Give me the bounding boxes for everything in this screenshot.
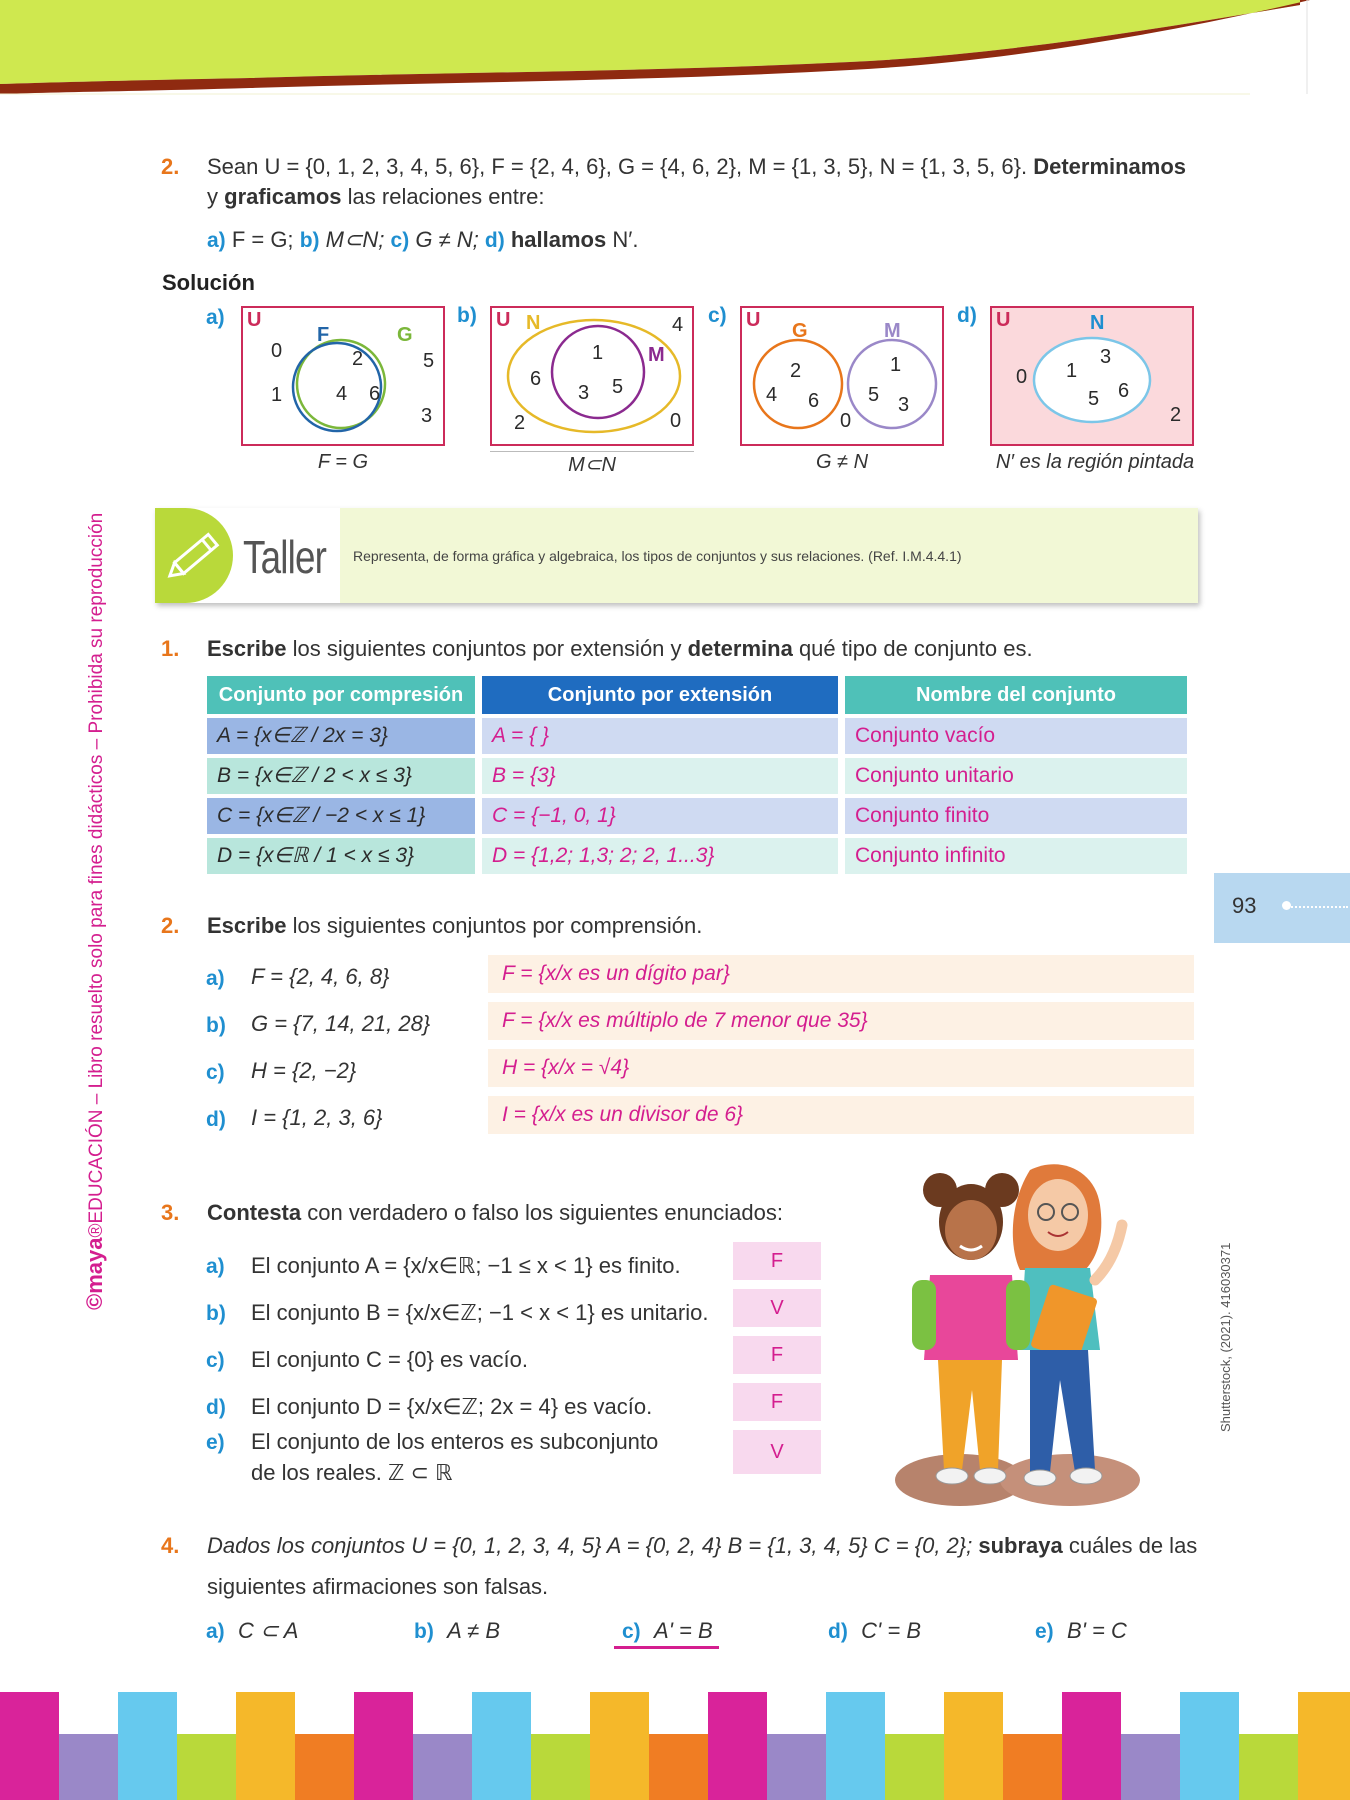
footer-strip [708, 1692, 767, 1800]
footer-strip [531, 1734, 590, 1800]
footer-strip [236, 1692, 295, 1800]
true-false-answer: F [733, 1383, 821, 1421]
page-dots-decoration [1288, 906, 1348, 908]
taller-banner [155, 508, 1198, 603]
table-cell-nombre: Conjunto finito [845, 798, 1187, 834]
element: 1 [271, 384, 283, 406]
element: 2 [790, 360, 802, 382]
universe-label: U [746, 309, 761, 331]
table-cell-nombre: Conjunto unitario [845, 758, 1187, 794]
statement: El conjunto D = {x/x∈ℤ; 2x = 4} es vacío. [251, 1394, 653, 1419]
footer-strip [649, 1734, 708, 1800]
footer-strip [177, 1734, 236, 1800]
exercise-1-instruction: Escribe los siguientes conjuntos por extensión y determina qué tipo de conjunto es. [207, 636, 1033, 661]
set-definition: F = {2, 4, 6, 8} [251, 964, 390, 989]
footer-strip [590, 1692, 649, 1800]
element: 0 [1016, 366, 1028, 388]
venn-diagram-c [740, 306, 944, 446]
exercise-3-number: 3. [161, 1200, 180, 1225]
true-false-answer: V [733, 1289, 821, 1327]
element: 6 [808, 390, 820, 412]
item-label: e) [206, 1431, 225, 1454]
statement: El conjunto C = {0} es vacío. [251, 1347, 529, 1372]
venn-a-label: a) [206, 306, 225, 329]
element: 5 [1088, 388, 1100, 410]
table-cell-extension: A = { } [482, 718, 838, 754]
table-cell-extension: B = {3} [482, 758, 838, 794]
footer-strip [472, 1692, 531, 1800]
statement-continued: de los reales. ℤ ⊂ ℝ [251, 1460, 453, 1485]
copyright-vertical-text [82, 470, 122, 1310]
students-illustration [890, 1150, 1150, 1512]
answer-field: I = {x/x es un divisor de 6} [488, 1096, 1194, 1134]
exercise-4-instruction: Dados los conjuntos U = {0, 1, 2, 3, 4, 5} A = {0, 2, 4} B = {1, 3, 4, 5} C = {0, 2}; subraya cuáles de las [207, 1533, 1198, 1558]
element: 4 [766, 384, 778, 406]
footer-strip [0, 1692, 59, 1800]
true-false-answer: V [733, 1430, 821, 1474]
option-e: e) B' = C [1035, 1618, 1127, 1643]
statement: El conjunto B = {x/x∈ℤ; −1 < x < 1} es unitario. [251, 1300, 709, 1325]
element: 4 [672, 314, 684, 336]
problem-statement-line2: y graficamos las relaciones entre: [207, 184, 545, 209]
element: 1 [592, 342, 604, 364]
venn-b-label: b) [457, 304, 477, 327]
venn-c-caption: G ≠ N [815, 451, 869, 473]
footer-strip [118, 1692, 177, 1800]
table-cell-nombre: Conjunto infinito [845, 838, 1187, 874]
element: 1 [1066, 360, 1078, 382]
exercise-1-number: 1. [161, 636, 180, 661]
footer-strip [295, 1734, 354, 1800]
item-label: d) [206, 1396, 226, 1419]
item-label: b) [206, 1302, 226, 1325]
item-label: b) [206, 1014, 226, 1037]
true-false-answer: F [733, 1336, 821, 1374]
set-g-label: G [792, 320, 808, 342]
element: 5 [423, 350, 435, 372]
statement: El conjunto A = {x/x∈ℝ; −1 ≤ x < 1} es finito. [251, 1253, 681, 1278]
footer-strip [826, 1692, 885, 1800]
element: 3 [421, 405, 433, 427]
element: 3 [578, 382, 590, 404]
taller-label-area [155, 508, 340, 603]
element: 1 [890, 354, 902, 376]
set-n-label: N [526, 312, 541, 334]
set-g-label: G [397, 324, 413, 346]
table-cell-compresion: D = {x∈ℝ / 1 < x ≤ 3} [207, 838, 475, 874]
set-definition: G = {7, 14, 21, 28} [251, 1011, 431, 1036]
problem-number: 2. [161, 154, 180, 179]
item-label: d) [206, 1108, 226, 1131]
answer-field: H = {x/x = √4} [488, 1049, 1194, 1087]
element: 0 [670, 410, 682, 432]
table-header-nombre: Nombre del conjunto [845, 676, 1187, 714]
exercise-4-instruction-line2: siguientes afirmaciones son falsas. [207, 1574, 549, 1599]
footer-strip [944, 1692, 1003, 1800]
element: 3 [1100, 346, 1112, 368]
element: 4 [336, 383, 348, 405]
exercise-4-number: 4. [161, 1533, 180, 1558]
footer-strip [1062, 1692, 1121, 1800]
answer-field: F = {x/x es un dígito par} [488, 955, 1194, 993]
set-m-label: M [648, 344, 665, 366]
element: 0 [271, 340, 283, 362]
copyright-notice: ®EDUCACIÓN – Libro resuelto solo para fines didácticos – Prohibida su reproducción [86, 512, 107, 1238]
taller-description: Representa, de forma gráfica y algebraica, los tipos de conjuntos y sus relaciones. (Ref. I.M.4.4.1) [353, 548, 962, 564]
solution-heading: Solución [162, 270, 255, 295]
element: 6 [369, 383, 381, 405]
universe-label: U [496, 309, 511, 331]
element: 3 [898, 394, 910, 416]
footer-strip [1180, 1692, 1239, 1800]
venn-b-caption: M⊂N [490, 451, 694, 477]
element: 6 [1118, 380, 1130, 402]
header-banner [0, 0, 1350, 100]
footer-strip [1003, 1734, 1062, 1800]
table-cell-compresion: C = {x∈ℤ / −2 < x ≤ 1} [207, 798, 475, 834]
set-f-label: F [317, 324, 330, 346]
venn-a-caption: F = G [317, 451, 369, 473]
exercise-2-number: 2. [161, 913, 180, 938]
universe-label: U [247, 309, 262, 331]
item-label: c) [206, 1349, 225, 1372]
page-number: 93 [1232, 893, 1257, 918]
table-cell-extension: C = {−1, 0, 1} [482, 798, 838, 834]
table-cell-compresion: B = {x∈ℤ / 2 < x ≤ 3} [207, 758, 475, 794]
set-definition: H = {2, −2} [251, 1058, 357, 1083]
venn-c-label: c) [708, 304, 727, 327]
set-n-label: N [1090, 312, 1105, 334]
element: 2 [352, 348, 364, 370]
footer-strip [1239, 1734, 1298, 1800]
venn-d-caption: N′ es la región pintada [995, 451, 1195, 473]
exercise-3-instruction: Contesta con verdadero o falso los siguientes enunciados: [207, 1200, 783, 1225]
footer-strip [354, 1692, 413, 1800]
problem-parts: a) F = G; b) M⊂N; c) G ≠ N; d) hallamos N′. [207, 227, 639, 252]
footer-strip [885, 1734, 944, 1800]
pencil-icon [155, 508, 233, 603]
exercise-2-instruction: Escribe los siguientes conjuntos por comprensión. [207, 913, 703, 938]
venn-diagram-a [241, 306, 445, 446]
element: 2 [1170, 404, 1182, 426]
table-cell-nombre: Conjunto vacío [845, 718, 1187, 754]
universe-label: U [996, 309, 1011, 331]
statement: El conjunto de los enteros es subconjunto [251, 1429, 659, 1454]
footer-decoration [0, 1692, 1350, 1800]
footer-strip [1298, 1692, 1350, 1800]
venn-diagram-d [990, 306, 1194, 446]
element: 6 [530, 368, 542, 390]
taller-title: Taller [243, 531, 327, 583]
table-header-extension: Conjunto por extensión [482, 676, 838, 714]
venn-a-circles [243, 308, 447, 448]
option-c-underlined: c) A' = B [614, 1618, 719, 1649]
item-label: a) [206, 1255, 225, 1278]
element: 5 [612, 376, 624, 398]
problem-statement-line1: Sean U = {0, 1, 2, 3, 4, 5, 6}, F = {2, 4, 6}, G = {4, 6, 2}, M = {1, 3, 5}, N = {1, 3, 5, 6}. Determinamos [207, 154, 1187, 179]
table-header-compresion: Conjunto por compresión [207, 676, 475, 714]
answer-field: F = {x/x es múltiplo de 7 menor que 35} [488, 1002, 1194, 1040]
item-label: a) [206, 967, 225, 990]
set-m-label: M [884, 320, 901, 342]
photo-credit: Shutterstock, (2021). 416030371 [1218, 1242, 1233, 1432]
item-label: c) [206, 1061, 225, 1084]
venn-d-label: d) [957, 304, 977, 327]
footer-strip [767, 1734, 826, 1800]
taller-badge [155, 508, 233, 603]
option-b: b) A ≠ B [414, 1618, 501, 1643]
element: 2 [514, 412, 526, 434]
element: 5 [868, 384, 880, 406]
footer-strip [59, 1734, 118, 1800]
venn-diagram-b [490, 306, 694, 446]
table-cell-extension: D = {1,2; 1,3; 2; 2, 1...3} [482, 838, 838, 874]
page-number-tab [1214, 873, 1350, 943]
footer-strip [413, 1734, 472, 1800]
element: 0 [840, 410, 852, 432]
option-d: d) C' = B [828, 1618, 922, 1643]
set-definition: I = {1, 2, 3, 6} [251, 1105, 383, 1130]
option-a: a) C ⊂ A [206, 1618, 299, 1643]
footer-strip [1121, 1734, 1180, 1800]
true-false-answer: F [733, 1242, 821, 1280]
brand-name: ©maya [82, 1237, 107, 1310]
table-cell-compresion: A = {x∈ℤ / 2x = 3} [207, 718, 475, 754]
